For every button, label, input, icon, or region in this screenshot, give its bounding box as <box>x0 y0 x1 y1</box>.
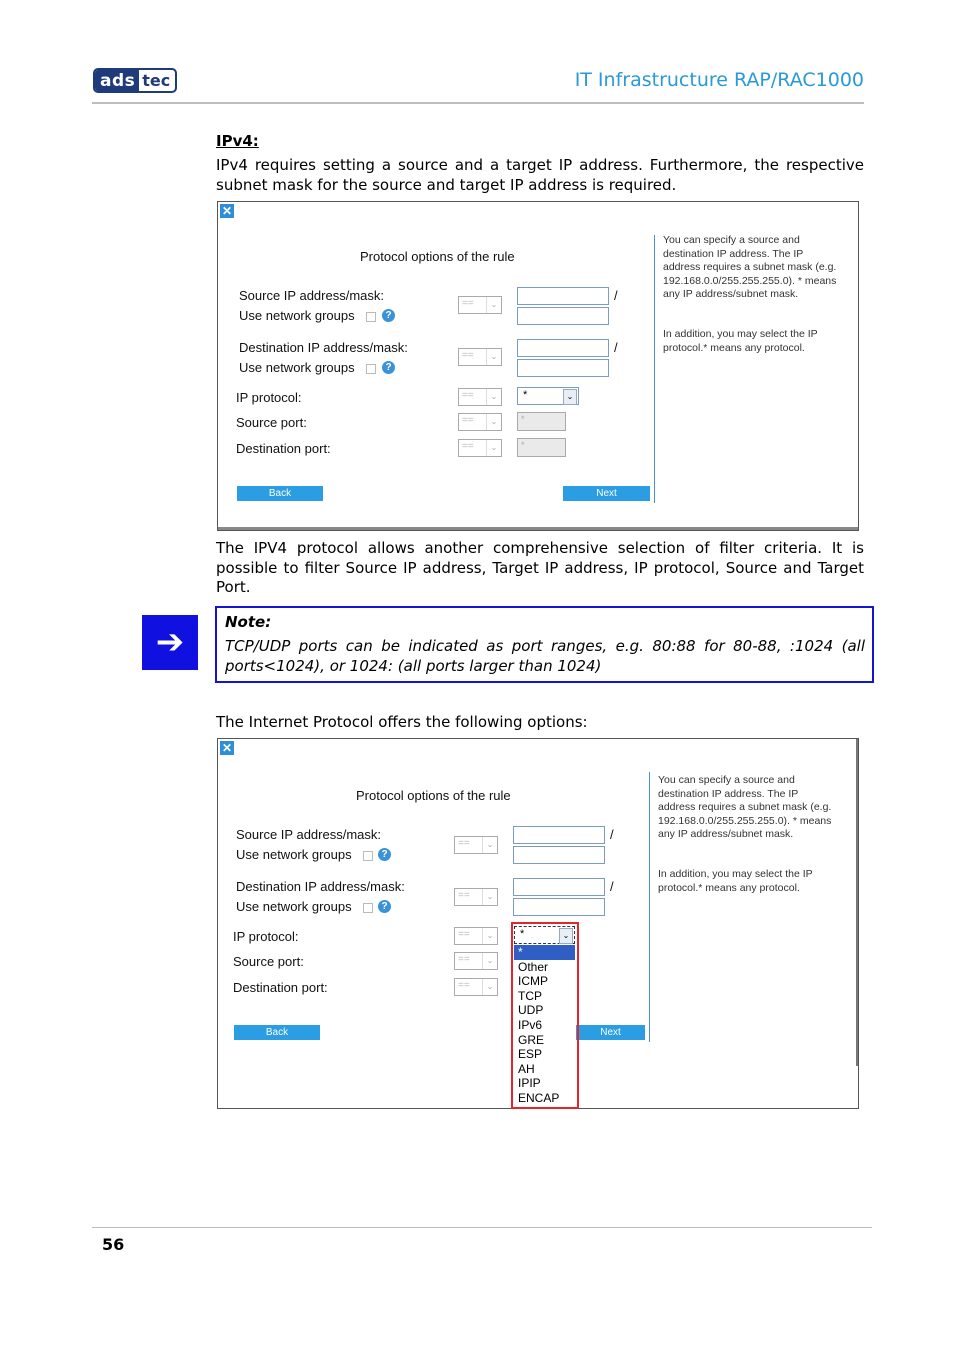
chevron-down-icon: ⌄ <box>482 979 497 995</box>
close-icon[interactable]: ✕ <box>221 741 233 755</box>
use-network-groups-checkbox[interactable] <box>363 851 373 861</box>
help-icon[interactable]: ? <box>382 309 395 322</box>
page-number: 56 <box>102 1235 125 1254</box>
info-divider <box>649 772 650 1042</box>
protocol-options-dialog-2 <box>217 738 859 1109</box>
footer-divider <box>92 1227 872 1228</box>
protocol-option[interactable]: UDP <box>518 1003 544 1018</box>
note-title: Note: <box>225 613 272 631</box>
protocol-option[interactable]: * <box>514 945 575 960</box>
chevron-down-icon: ⌄ <box>486 349 501 365</box>
destination-ip-input[interactable] <box>517 339 609 357</box>
use-network-groups-label: Use network groups <box>236 847 352 862</box>
source-port-input[interactable]: * <box>517 412 566 431</box>
source-ip-label: Source IP address/mask: <box>239 288 384 303</box>
adstec-logo <box>93 68 177 93</box>
help-icon[interactable]: ? <box>382 361 395 374</box>
chevron-down-icon: ⌄ <box>486 414 501 430</box>
destination-ip-operator-select[interactable]: == ⌄ <box>454 888 498 906</box>
document-title: IT Infrastructure RAP/RAC1000 <box>574 69 864 91</box>
info-divider <box>654 235 655 503</box>
ip-protocol-label: IP protocol: <box>236 390 302 405</box>
source-port-label: Source port: <box>236 415 307 430</box>
ip-protocol-operator-select[interactable]: == ⌄ <box>454 927 498 945</box>
protocol-option[interactable]: ESP <box>518 1047 543 1062</box>
ip-protocol-select[interactable]: * ⌄ <box>517 387 579 405</box>
protocol-option[interactable]: IPIP <box>518 1076 541 1091</box>
protocol-option[interactable]: Other <box>518 959 549 974</box>
chevron-down-icon: ⌄ <box>486 389 501 405</box>
logo-ads: ads <box>95 70 139 91</box>
chevron-down-icon: ⌄ <box>482 928 497 944</box>
source-port-operator-select[interactable]: == ⌄ <box>454 952 498 970</box>
protocol-options-dialog-1 <box>217 201 859 531</box>
destination-port-label: Destination port: <box>236 441 331 456</box>
info-text-2: In addition, you may select the IP protocol.* means any protocol. <box>663 328 818 354</box>
close-icon[interactable]: ✕ <box>221 204 233 218</box>
source-ip-input[interactable] <box>513 826 605 844</box>
ip-mask-separator: / <box>610 879 614 894</box>
info-text-2: In addition, you may select the IP protocol.* means any protocol. <box>658 868 813 894</box>
source-mask-input[interactable] <box>517 307 609 325</box>
protocol-option[interactable]: GRE <box>518 1032 545 1047</box>
source-ip-input[interactable] <box>517 287 609 305</box>
back-button[interactable]: Back <box>234 1025 320 1040</box>
dialog-bottom-border <box>218 527 858 530</box>
ip-mask-separator: / <box>614 288 618 303</box>
chevron-down-icon: ⌄ <box>482 953 497 969</box>
source-mask-input[interactable] <box>513 846 605 864</box>
use-network-groups-checkbox[interactable] <box>366 312 376 322</box>
ip-protocol-operator-select[interactable]: == ⌄ <box>458 388 502 406</box>
use-network-groups-label: Use network groups <box>239 308 355 323</box>
destination-mask-input[interactable] <box>517 359 609 377</box>
scrollbar[interactable] <box>856 739 858 1066</box>
logo-tec: tec <box>142 71 171 90</box>
ip-protocol-label: IP protocol: <box>233 929 299 944</box>
section-heading: IPv4: <box>216 132 259 150</box>
destination-mask-input[interactable] <box>513 898 605 916</box>
chevron-down-icon: ⌄ <box>486 440 501 456</box>
info-text-1: You can specify a source and destination IP address. The IP address requires a subnet mask (e.g. 192.168.0.0/255.255.255.0). * means any IP address/subnet mask. <box>663 234 837 300</box>
source-ip-operator-select[interactable]: == ⌄ <box>454 836 498 854</box>
chevron-down-icon: ⌄ <box>559 928 573 944</box>
ip-protocol-select[interactable]: * ⌄ <box>514 926 575 944</box>
protocol-option[interactable]: AH <box>518 1061 535 1076</box>
dialog-title: Protocol options of the rule <box>360 249 515 264</box>
destination-port-operator-select[interactable]: == ⌄ <box>454 978 498 996</box>
destination-ip-input[interactable] <box>513 878 605 896</box>
protocol-option[interactable]: IPv6 <box>518 1017 543 1032</box>
options-intro-paragraph: The Internet Protocol offers the following options: <box>216 713 588 731</box>
protocol-option[interactable]: TCP <box>518 988 542 1003</box>
destination-ip-operator-select[interactable]: == ⌄ <box>458 348 502 366</box>
info-text-1: You can specify a source and destination IP address. The IP address requires a subnet mask (e.g. 192.168.0.0/255.255.255.0). * means any IP address/subnet mask. <box>658 774 832 840</box>
ip-protocol-options-list <box>514 945 575 1106</box>
intro-paragraph: IPv4 requires setting a source and a target IP address. Furthermore, the respective subnet mask for the source and target IP address is required. <box>216 156 864 194</box>
destination-port-label: Destination port: <box>233 980 328 995</box>
source-ip-operator-select[interactable]: == ⌄ <box>458 296 502 314</box>
destination-ip-label: Destination IP address/mask: <box>239 340 408 355</box>
next-button[interactable]: Next <box>576 1025 645 1040</box>
destination-port-operator-select[interactable]: == ⌄ <box>458 439 502 457</box>
source-ip-label: Source IP address/mask: <box>236 827 381 842</box>
dialog-title: Protocol options of the rule <box>356 788 511 803</box>
source-port-label: Source port: <box>233 954 304 969</box>
use-network-groups-checkbox[interactable] <box>366 364 376 374</box>
help-icon[interactable]: ? <box>378 848 391 861</box>
ip-mask-separator: / <box>610 827 614 842</box>
header-divider <box>92 102 864 104</box>
use-network-groups-checkbox[interactable] <box>363 903 373 913</box>
chevron-down-icon: ⌄ <box>482 889 497 905</box>
ip-mask-separator: / <box>614 340 618 355</box>
next-button[interactable]: Next <box>563 486 650 501</box>
chevron-down-icon: ⌄ <box>563 389 577 405</box>
arrow-right-icon: ➔ <box>142 615 198 670</box>
protocol-option[interactable]: ICMP <box>518 974 548 989</box>
use-network-groups-label: Use network groups <box>239 360 355 375</box>
note-text: TCP/UDP ports can be indicated as port ranges, e.g. 80:88 for 80-88, :1024 (all ports<1024), or 1024: (all ports larger than 1024) <box>225 637 865 675</box>
source-port-operator-select[interactable]: == ⌄ <box>458 413 502 431</box>
protocol-option[interactable]: ENCAP <box>518 1090 560 1105</box>
use-network-groups-label: Use network groups <box>236 899 352 914</box>
chevron-down-icon: ⌄ <box>482 837 497 853</box>
destination-ip-label: Destination IP address/mask: <box>236 879 405 894</box>
help-icon[interactable]: ? <box>378 900 391 913</box>
filter-criteria-paragraph: The IPV4 protocol allows another comprehensive selection of filter criteria. It is possible to filter Source IP address, Target IP address, IP protocol, Source and Target Port. <box>216 539 864 596</box>
back-button[interactable]: Back <box>237 486 323 501</box>
chevron-down-icon: ⌄ <box>486 297 501 313</box>
destination-port-input[interactable]: * <box>517 438 566 457</box>
